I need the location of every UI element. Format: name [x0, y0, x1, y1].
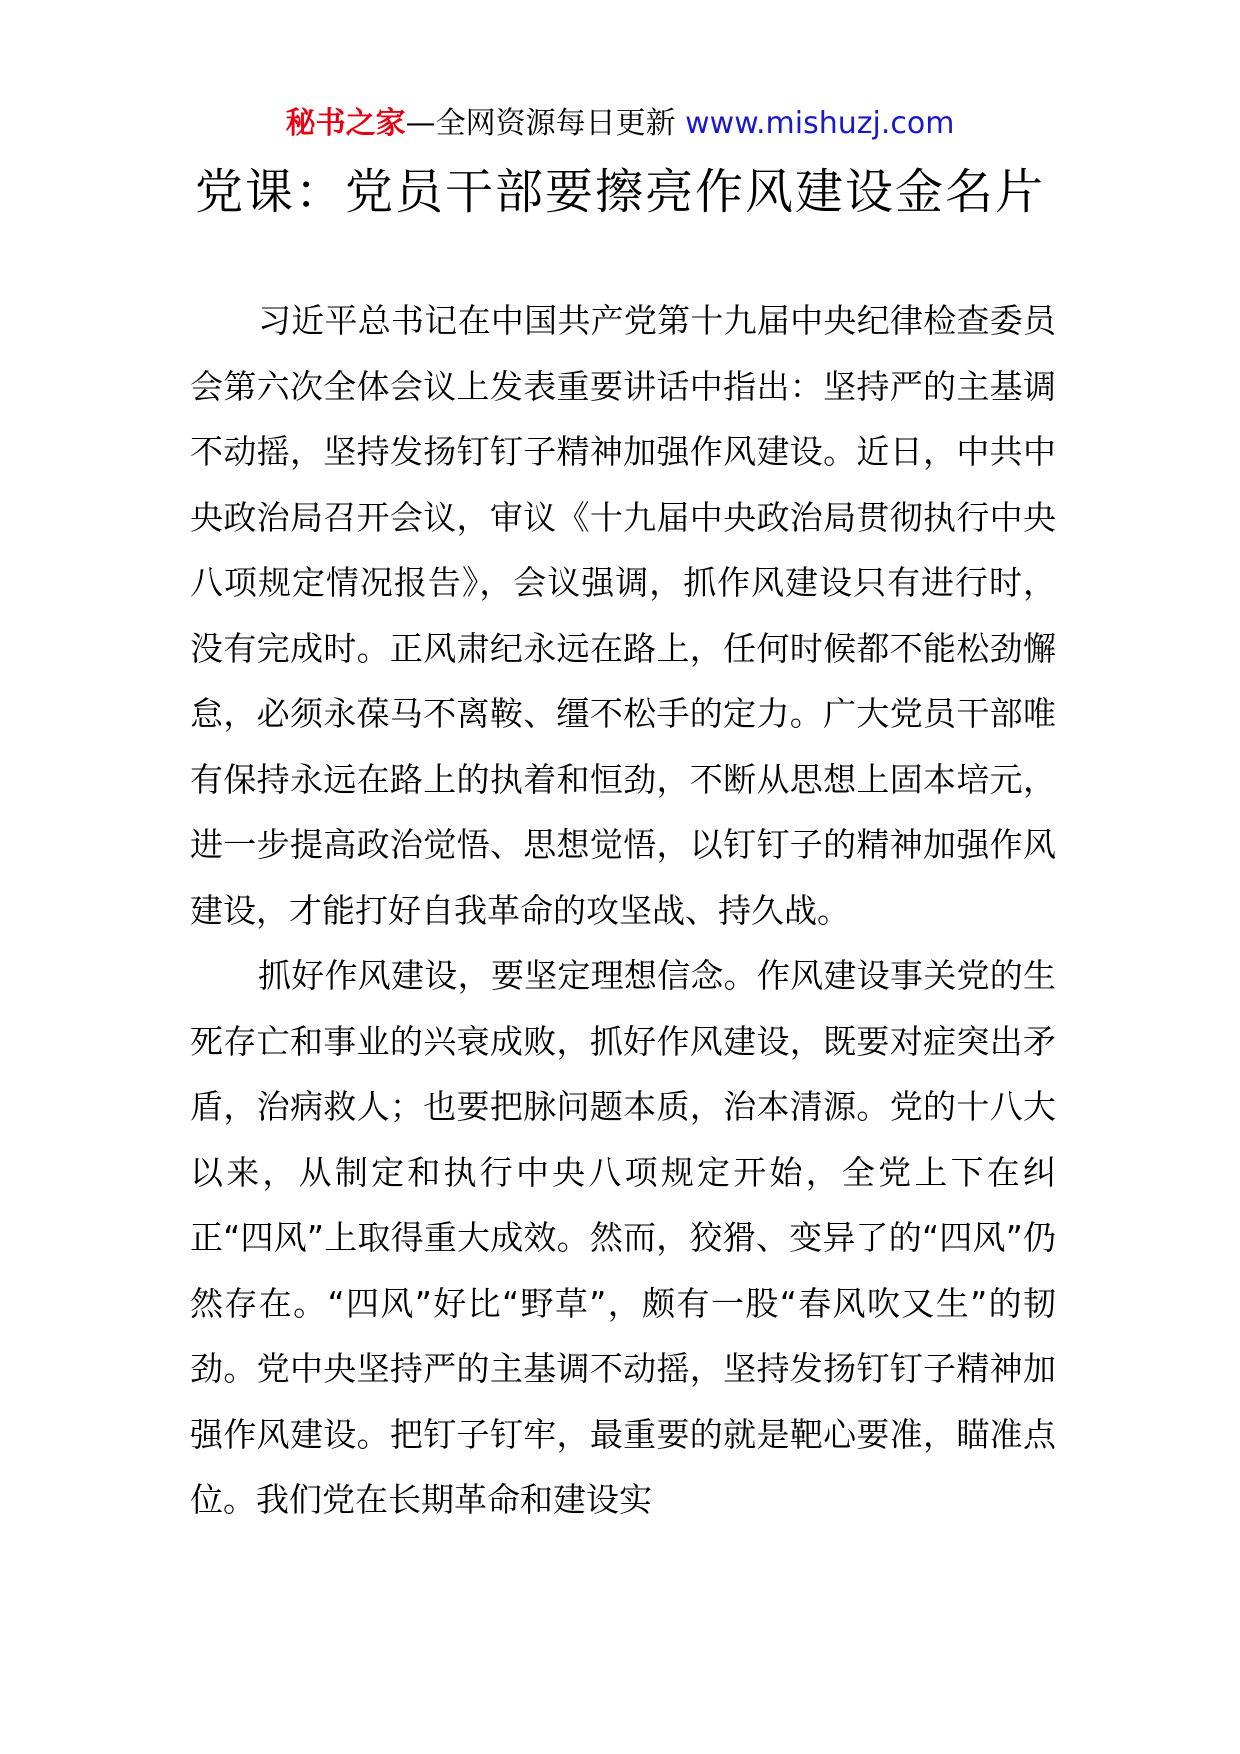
- paragraph-2: 抓好作风建设，要坚定理想信念。作风建设事关党的生死存亡和事业的兴衰成败，抓好作风建设，既要对症突出矛盾，治病救人；也要把脉问题本质，治本清源。党的十八大以来，从制定和执行中央八项规定开始，全党上下在纠正“四风”上取得重大成效。然而，狡猾、变异了的“四风”仍然存在。“四风”好比“野草”，颇有一股“春风吹又生”的韧劲。党中央坚持严的主基调不动摇，坚持发扬钉钉子精神加强作风建设。把钉子钉牢，最重要的就是靶心要准，瞄准点位。我们党在长期革命和建设实: [190, 956, 1056, 1519]
- document-title: 党课：党员干部要擦亮作风建设金名片: [194, 164, 1045, 220]
- site-header: [0, 104, 1240, 144]
- paragraph-1: 习近平总书记在中国共产党第十九届中央纪律检查委员会第六次全体会议上发表重要讲话中指出：坚持严的主基调不动摇，坚持发扬钉钉子精神加强作风建设。近日，中共中央政治局召开会议，审议《十九届中央政治局贯彻执行中央八项规定情况报告》，会议强调，抓作风建设只有进行时，没有完成时。正风肃纪永远在路上，任何时候都不能松劲懈怠，必须永葆马不离鞍、缰不松手的定力。广大党员干部唯有保持永远在路上的执着和恒劲，不断从思想上固本培元，进一步提高政治觉悟、思想觉悟，以钉钉子的精神加强作风建设，才能打好自我革命的攻坚战、持久战。: [190, 301, 1056, 930]
- document-body: [190, 288, 1056, 1533]
- site-url-link[interactable]: www.mishuzj.com: [685, 106, 955, 141]
- brand-name: 秘书之家: [285, 106, 406, 141]
- header-tagline: —全网资源每日更新: [405, 106, 686, 141]
